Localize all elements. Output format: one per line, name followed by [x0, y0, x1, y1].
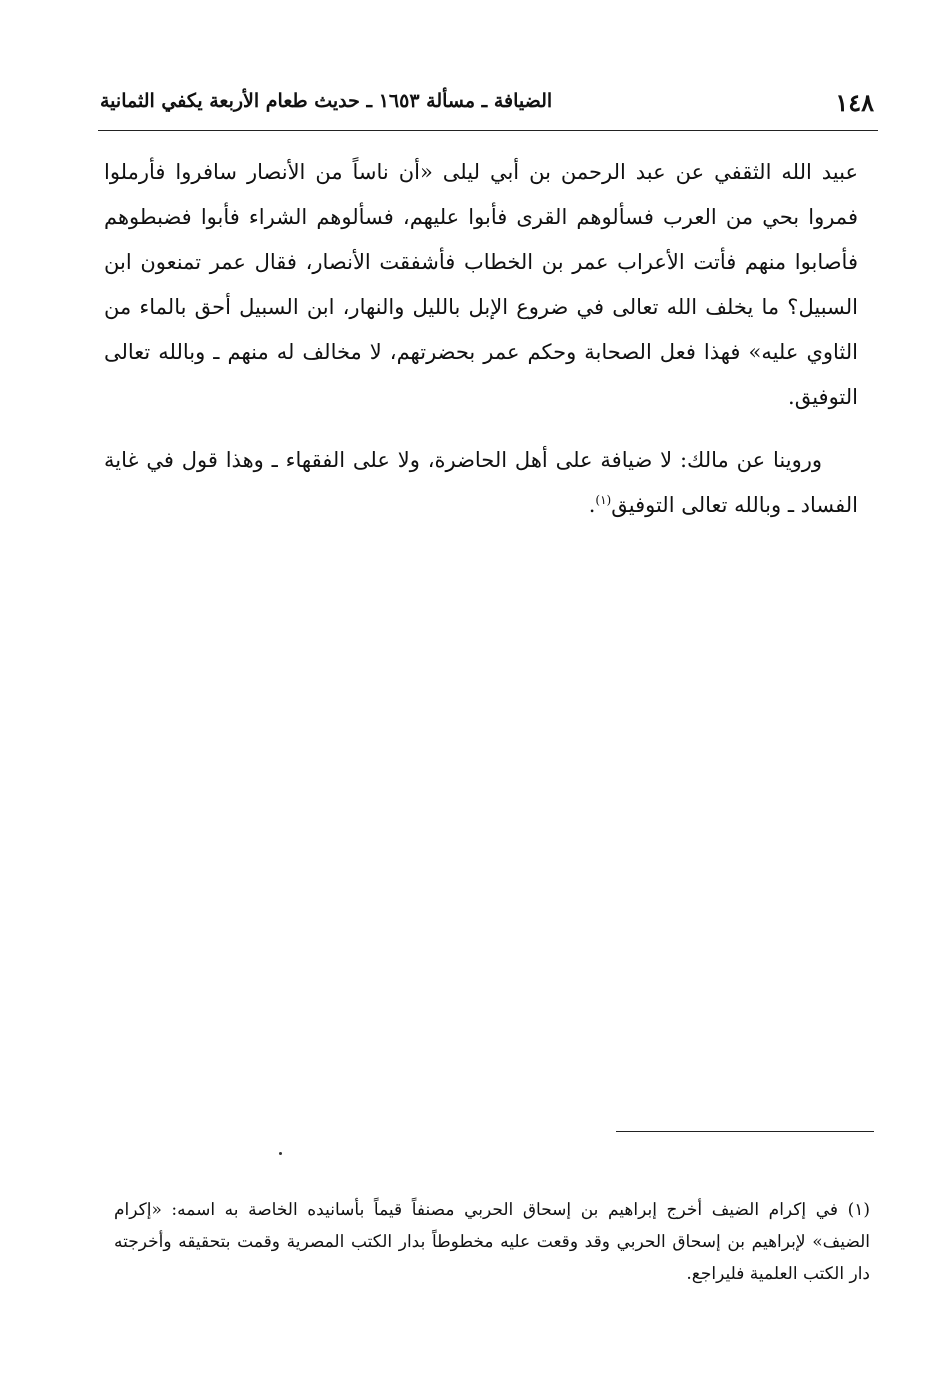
running-head: الضيافة ـ مسألة ١٦٥٣ ـ حديث طعام الأربعة يكفي الثمانية: [100, 90, 553, 112]
footnote: [114, 1194, 870, 1290]
page-header: [100, 84, 878, 124]
page-number: ١٤٨: [835, 88, 874, 117]
header-divider: [98, 130, 878, 131]
footnote-reference: (١): [595, 493, 612, 507]
scan-speck: [279, 1152, 282, 1155]
paragraph-text: وروينا عن مالك: لا ضيافة على أهل الحاضرة، ولا على الفقهاء ـ وهذا قول في غاية الفساد ـ وبالله تعالى التوفيق: [104, 448, 858, 517]
main-text: [104, 150, 858, 528]
paragraph-end: .: [588, 493, 596, 517]
paragraph: [104, 438, 858, 528]
footnote-divider: [616, 1131, 874, 1132]
footnote-text: (١) في إكرام الضيف أخرج إبراهيم بن إسحاق الحربي مصنفاً قيماً بأسانيده الخاصة به اسمه: «إكرام الضيف» لإبراهيم بن إسحاق الحربي وقد وقعت عليه مخطوطاً بدار الكتب المصرية وقمت بتحقيقه وأخرجته دار الكتب العلمية فليراجع.: [114, 1200, 870, 1284]
paragraph: عبيد الله الثقفي عن عبد الرحمن بن أبي ليلى «أن ناساً من الأنصار سافروا فأرملوا فمروا بحي من العرب فسألوهم القرى فأبوا عليهم، فسألوهم الشراء فأبوا فضبطوهم فأصابوا منهم فأتت الأعراب عمر بن الخطاب فأشفقت الأنصار، فقال عمر تمنعون ابن السبيل؟ ما يخلف الله تعالى في ضروع الإبل بالليل والنهار، ابن السبيل أحق بالماء من الثاوي عليه» فهذا فعل الصحابة وحكم عمر بحضرتهم، لا مخالف له منهم ـ وبالله تعالى التوفيق.: [104, 160, 858, 409]
